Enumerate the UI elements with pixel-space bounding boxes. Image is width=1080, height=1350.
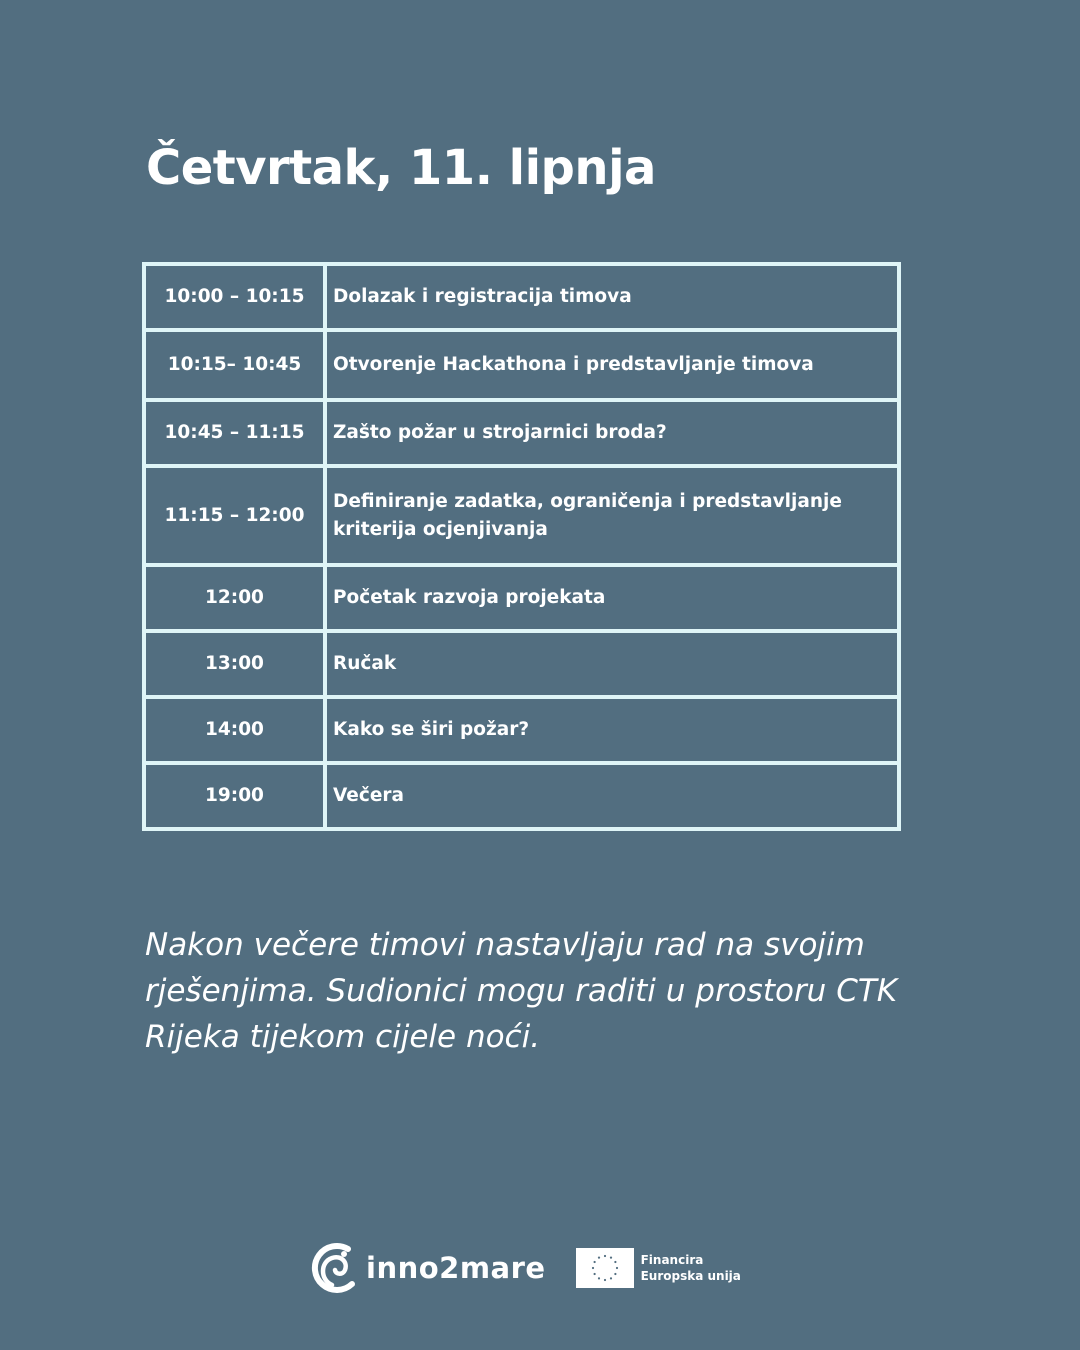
schedule-row [144, 400, 899, 466]
schedule-activity: Zašto požar u strojarnici broda? [325, 400, 899, 466]
eu-star [615, 1267, 617, 1269]
schedule-activity: Dolazak i registracija timova [325, 264, 899, 330]
schedule-activity: Kako se širi požar? [325, 697, 899, 763]
eu-star [609, 1277, 611, 1279]
schedule-time: 10:00 – 10:15 [144, 264, 325, 330]
schedule-row [144, 466, 899, 565]
schedule-table [142, 262, 901, 831]
eu-funding-text [641, 1252, 741, 1284]
eu-star [597, 1277, 599, 1279]
schedule-row [144, 264, 899, 330]
footer [308, 1238, 741, 1298]
schedule-time: 12:00 [144, 565, 325, 631]
closing-note: Nakon večere timovi nastavljaju rad na svojim rješenjima. Sudionici mogu raditi u prostoru CTK Rijeka tijekom cijele noći. [145, 927, 898, 1055]
eu-star [609, 1257, 611, 1259]
schedule-activity: Početak razvoja projekata [325, 565, 899, 631]
schedule-activity: Definiranje zadatka, ograničenja i predstavljanje kriterija ocjenjivanja [325, 466, 899, 565]
schedule-activity: Otvorenje Hackathona i predstavljanje timova [325, 330, 899, 400]
brand-name: inno2mare [366, 1251, 546, 1285]
inno2mare-wave-logo [308, 1240, 364, 1296]
eu-star [614, 1261, 616, 1263]
schedule-row [144, 565, 899, 631]
eu-star [614, 1273, 616, 1275]
schedule-row [144, 763, 899, 829]
schedule-row [144, 631, 899, 697]
eu-flag-icon [576, 1248, 634, 1288]
schedule-row [144, 697, 899, 763]
eu-star [597, 1257, 599, 1259]
schedule-activity: Ručak [325, 631, 899, 697]
page-title: Četvrtak, 11. lipnja [146, 140, 656, 196]
schedule-time: 14:00 [144, 697, 325, 763]
eu-star [593, 1261, 595, 1263]
schedule-time: 10:15– 10:45 [144, 330, 325, 400]
eu-star [591, 1267, 593, 1269]
eu-star [593, 1273, 595, 1275]
eu-funding-badge [576, 1248, 741, 1288]
schedule-time: 19:00 [144, 763, 325, 829]
eu-funding-line-1: Financira [640, 1253, 704, 1267]
eu-star [603, 1279, 605, 1281]
schedule-time: 11:15 – 12:00 [144, 466, 325, 565]
schedule-time: 10:45 – 11:15 [144, 400, 325, 466]
brand [308, 1240, 546, 1296]
schedule-row [144, 330, 899, 400]
schedule-time: 13:00 [144, 631, 325, 697]
eu-star [603, 1255, 605, 1257]
schedule-activity: Večera [325, 763, 899, 829]
eu-funding-line-2: Europska unija [640, 1269, 741, 1283]
